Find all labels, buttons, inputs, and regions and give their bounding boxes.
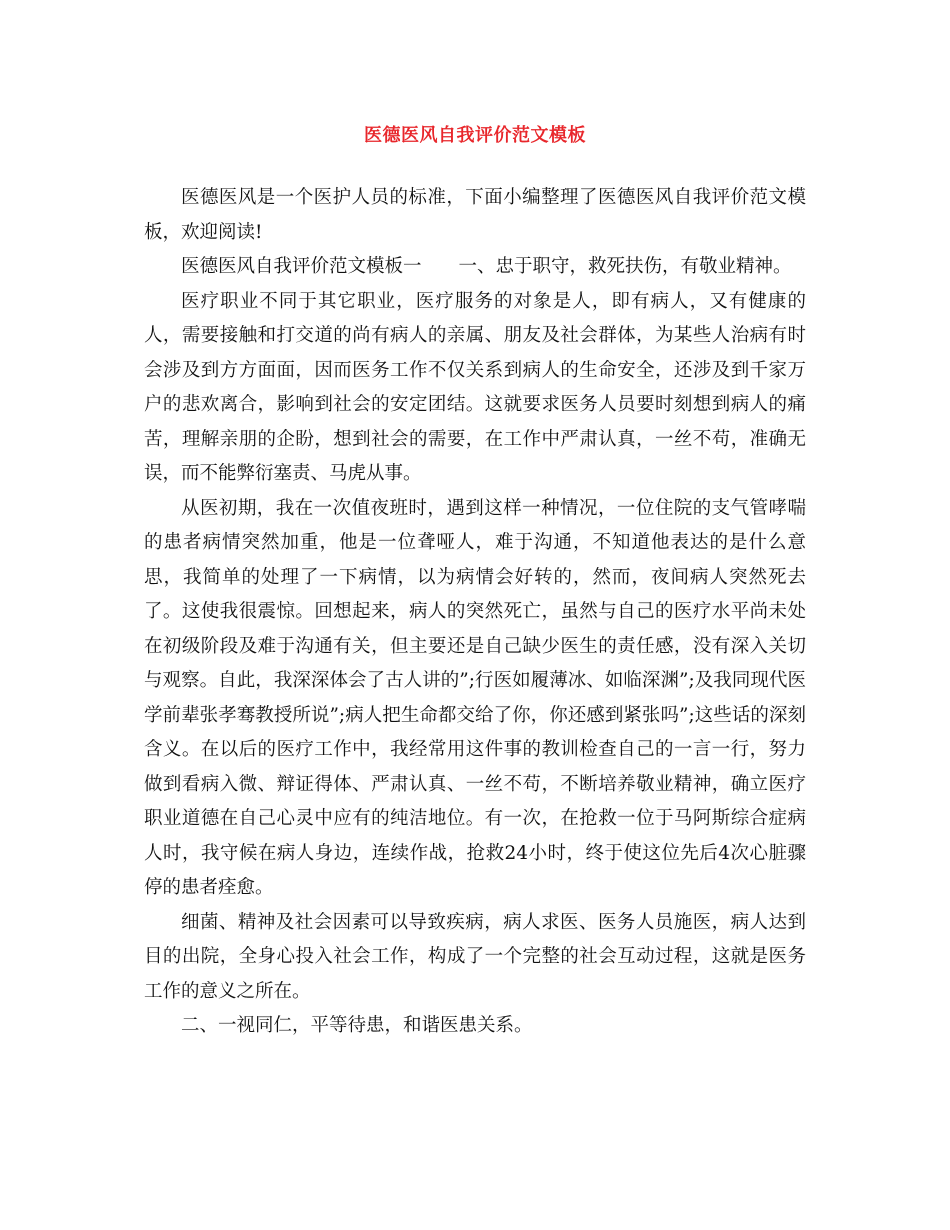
paragraph-intro: 医德医风是一个医护人员的标准，下面小编整理了医德医风自我评价范文模板，欢迎阅读! — [144, 187, 806, 243]
paragraph-section-two-heading: 二、一视同仁，平等待患，和谐医患关系。 — [181, 1015, 533, 1036]
paragraph-medical-profession: 医疗职业不同于其它职业，医疗服务的对象是人，即有病人，又有健康的人，需要接触和打交道的尚有病人的亲属、朋友及社会群体，为某些人治病有时会涉及到方方面面，因而医务工作不仅关系到病人的生命安全，还涉及到千家万户的悲欢离合，影响到社会的安定团结。这就要求医务人员要时刻想到病人的痛苦，理解亲朋的企盼，想到社会的需要，在工作中严肃认真，一丝不苟，准确无误，而不能弊衍塞责、马虎从事。 — [144, 290, 806, 484]
document-body — [144, 181, 806, 1044]
paragraph-night-shift-story: 从医初期，我在一次值夜班时，遇到这样一种情况，一位住院的支气管哮喘的患者病情突然加重，他是一位聋哑人，难于沟通，不知道他表达的是什么意思，我简单的处理了一下病情，以为病情会好转的，然而，夜间病人突然死去了。这使我很震惊。回想起来，病人的突然死亡，虽然与自己的医疗水平尚未处在初级阶段及难于沟通有关，但主要还是自己缺少医生的责任感，没有深入关切与观察。自此，我深深体会了古人讲的”;行医如履薄冰、如临深渊”;及我同现代医学前辈张孝骞教授所说”;病人把生命都交给了你，你还感到紧张吗”;这些话的深刻含义。在以后的医疗工作中，我经常用这件事的教训检查自己的一言一行，努力做到看病入微、辩证得体、严肃认真、一丝不苟，不断培养敬业精神，确立医疗职业道德在自己心灵中应有的纯洁地位。有一次，在抢救一位于马阿斯综合症病人时，我守候在病人身边，连续作战，抢救24小时，终于使这位先后4次心脏骤停的患者痊愈。 — [144, 497, 806, 898]
paragraph-section-heading: 医德医风自我评价范文模板一 一、忠于职守，救死扶伤，有敬业精神。 — [181, 256, 792, 277]
paragraph-social-interaction: 细菌、精神及社会因素可以导致疾病，病人求医、医务人员施医，病人达到目的出院，全身心投入社会工作，构成了一个完整的社会互动过程，这就是医务工作的意义之所在。 — [144, 911, 806, 1002]
document-title: 医德医风自我评价范文模板 — [364, 125, 586, 146]
